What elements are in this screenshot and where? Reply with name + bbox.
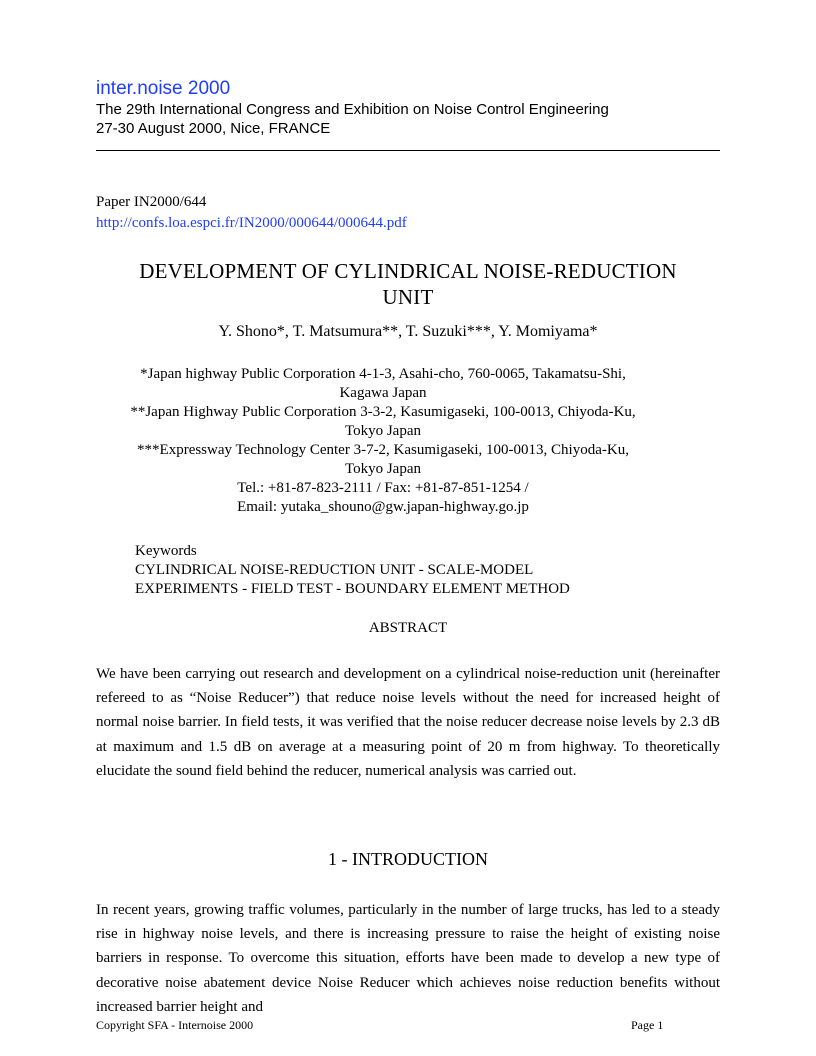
introduction-heading: 1 - INTRODUCTION (328, 849, 488, 869)
conference-full-title: The 29th International Congress and Exhibition on Noise Control Engineering (96, 101, 609, 118)
affiliation-3-line-2: Tokyo Japan (344, 461, 422, 477)
affiliation-3-line-1: ***Expressway Technology Center 3-7-2, Kasumigaseki, 100-0013, Chiyoda-Ku, (137, 442, 629, 458)
affiliation-2-line-1: **Japan Highway Public Corporation 3-3-2, Kasumigaseki, 100-0013, Chiyoda-Ku, (130, 404, 636, 420)
keywords-label: Keywords (135, 543, 197, 559)
paper-title (96, 258, 720, 310)
affiliation-1-line-1: *Japan highway Public Corporation 4-1-3, Asahi-cho, 760-0065, Takamatsu-Shi, (140, 366, 626, 382)
contact-phone-fax: Tel.: +81-87-823-2111 / Fax: +81-87-851-1254 / (237, 480, 529, 496)
affiliation-2-line-2: Tokyo Japan (344, 423, 422, 439)
affiliation-2 (96, 403, 670, 441)
footer-copyright: Copyright SFA - Internoise 2000 (96, 1018, 254, 1032)
paper-url-link[interactable]: http://confs.loa.espci.fr/IN2000/000644/000644.pdf (96, 215, 407, 231)
keywords-line-2: EXPERIMENTS - FIELD TEST - BOUNDARY ELEMENT METHOD (135, 581, 570, 597)
conference-name: inter.noise 2000 (96, 78, 231, 99)
keywords-line-1: CYLINDRICAL NOISE-REDUCTION UNIT - SCALE-MODEL (135, 562, 534, 578)
authors: Y. Shono*, T. Matsumura**, T. Suzuki***, Y. Momiyama* (218, 323, 598, 340)
abstract-heading: ABSTRACT (368, 620, 448, 636)
paper-title-line-1: DEVELOPMENT OF CYLINDRICAL NOISE-REDUCTION (139, 259, 677, 283)
paper-title-line-2: UNIT (382, 285, 434, 309)
affiliation-1 (96, 365, 670, 403)
contact-email: Email: yutaka_shouno@gw.japan-highway.go.jp (237, 499, 529, 515)
footer-page-number: Page 1 (631, 1018, 664, 1032)
affiliation-1-line-2: Kagawa Japan (339, 385, 427, 401)
conference-header (96, 78, 720, 138)
keywords-block (135, 542, 715, 599)
header-divider (96, 150, 720, 151)
paper-id: Paper IN2000/644 (96, 194, 207, 210)
introduction-text: In recent years, growing traffic volumes, particularly in the number of large trucks, has led to a steady rise in highway noise levels, and there is increasing pressure to raise the height of existing noise barriers in response. To overcome this situation, efforts have been made to develop a new type of decorative noise abatement device Noise Reducer which achieves noise reduction benefits without increased barrier height and (96, 902, 720, 1015)
conference-dates-location: 27-30 August 2000, Nice, FRANCE (96, 120, 331, 137)
abstract-text: We have been carrying out research and development on a cylindrical noise-reduction unit (hereinafter refereed to as “Noise Reducer”) that reduce noise levels without the need for increased height of normal noise barrier. In field tests, it was verified that the noise reducer decrease noise levels by 2.3 dB at maximum and 1.5 dB on average at a measuring point of 20 m from highway. To theoretically elucidate the sound field behind the reducer, numerical analysis was carried out. (96, 666, 720, 779)
contact-info (96, 479, 670, 517)
affiliation-3 (96, 441, 670, 479)
